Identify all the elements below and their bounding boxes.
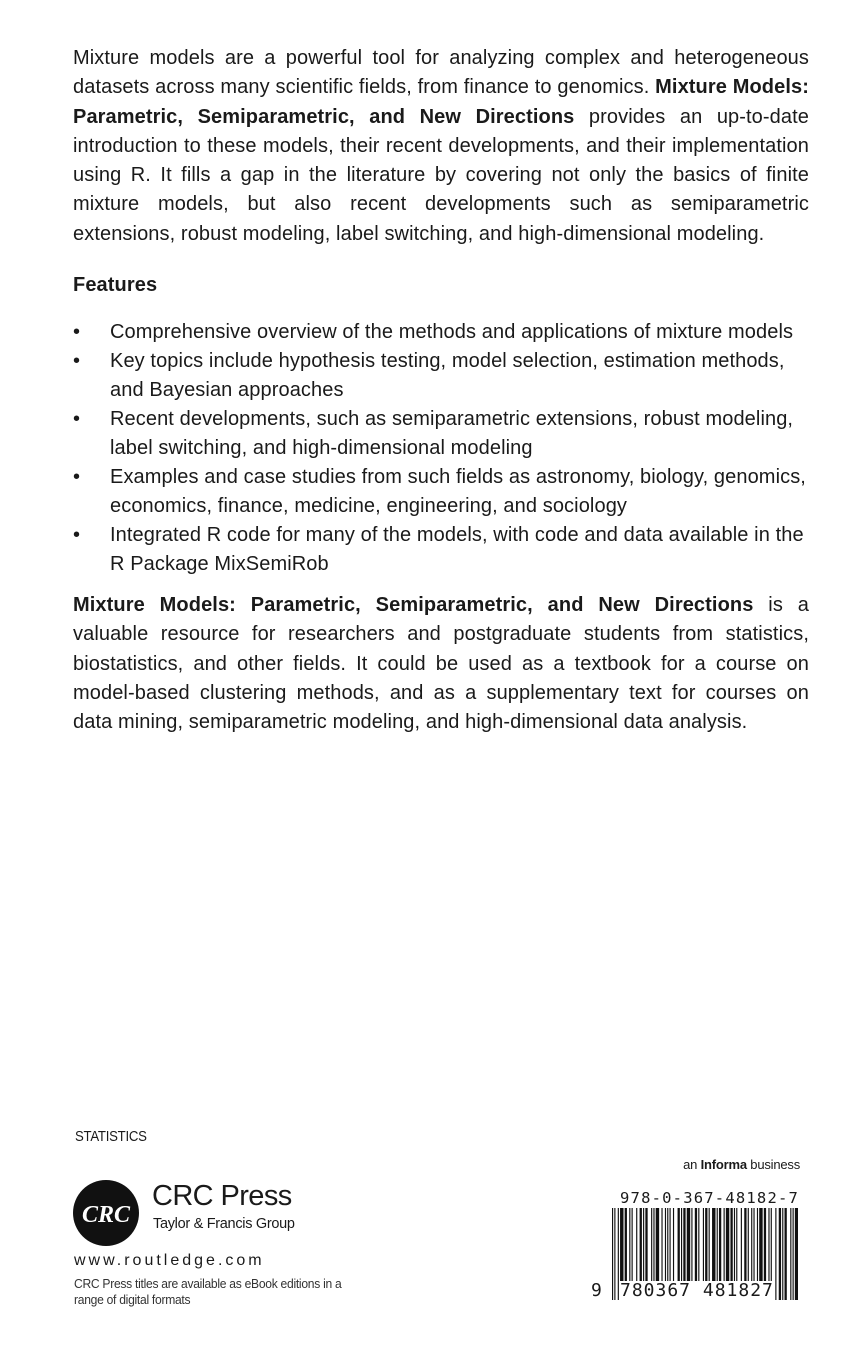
publisher-website[interactable]: www.routledge.com <box>74 1252 265 1269</box>
closing-paragraph <box>73 591 809 737</box>
informa-brand: Informa <box>700 1157 747 1172</box>
barcode-bar <box>775 1208 776 1300</box>
intro-paragraph <box>73 44 809 249</box>
features-heading: Features <box>73 274 158 297</box>
list-item <box>73 318 809 347</box>
informa-tagline <box>683 1157 800 1172</box>
barcode-bar <box>612 1208 613 1300</box>
publisher-name: CRC Press <box>152 1180 292 1212</box>
isbn-number: 978-0-367-48182-7 <box>620 1189 800 1207</box>
intro-book-title: Mixture Models: Parametric, Semiparametric, and New Directions <box>73 76 809 128</box>
barcode-digit-groups: 780367 481827 <box>620 1280 774 1301</box>
publisher-group: Taylor & Francis Group <box>153 1216 295 1232</box>
barcode-bar <box>614 1208 615 1300</box>
closing-book-title: Mixture Models: Parametric, Semiparametric, and New Directions <box>73 594 754 617</box>
list-item <box>73 347 809 405</box>
barcode-bar <box>782 1208 783 1300</box>
feature-text: Integrated R code for many of the models, with code and data available in the R Package MixSemiRob <box>110 524 804 576</box>
crc-logo-icon <box>73 1180 139 1246</box>
back-cover-text <box>73 44 809 738</box>
bullet-icon: • <box>73 350 81 373</box>
intro-text-start: Mixture models are a powerful tool for analyzing complex and heterogeneous datasets across many scientific fields, from finance to genomics. <box>73 47 809 99</box>
bullet-icon: • <box>73 466 81 489</box>
feature-text: Key topics include hypothesis testing, model selection, estimation methods, and Bayesian approaches <box>110 350 785 402</box>
barcode-lead-digit: 9 <box>591 1280 603 1301</box>
barcode-bar <box>793 1208 794 1300</box>
list-item <box>73 405 809 463</box>
barcode-bar <box>790 1208 791 1300</box>
feature-text: Examples and case studies from such fields as astronomy, biology, genomics, economics, finance, medicine, engineering, and sociology <box>110 466 806 518</box>
bullet-icon: • <box>73 524 81 547</box>
closing-text-end: is a valuable resource for researchers and postgraduate students from statistics, biostatistics, and other fields. It could be used as a textbook for a course on model-based clustering methods, and as a supplementary text for courses on data mining, semiparametric modeling, and high-dimensional data analysis. <box>73 594 809 734</box>
bullet-icon: • <box>73 408 81 431</box>
feature-text: Comprehensive overview of the methods and applications of mixture models <box>110 321 794 344</box>
intro-text-end: provides an up-to-date introduction to these models, their recent developments, and their implementation using R. It fills a gap in the literature by covering not only the basics of finite mixture models, but also recent developments such as semiparametric extensions, robust modeling, label switching, and high-dimensional modeling. <box>73 105 809 245</box>
barcode-bar <box>785 1208 787 1300</box>
barcode-bar <box>795 1208 798 1300</box>
bullet-icon: • <box>73 321 81 344</box>
feature-text: Recent developments, such as semiparametric extensions, robust modeling, label switching, and high-dimensional modeling <box>110 408 794 460</box>
ebook-note: CRC Press titles are available as eBook editions in a range of digital formats <box>74 1276 342 1307</box>
list-item <box>73 521 809 579</box>
features-list <box>73 318 809 579</box>
category-label: STATISTICS <box>75 1128 147 1145</box>
barcode-bar <box>779 1208 781 1300</box>
list-item <box>73 463 809 521</box>
informa-prefix: an <box>683 1157 701 1172</box>
informa-suffix: business <box>746 1157 800 1172</box>
crc-logo-text: CRC <box>81 1202 131 1228</box>
